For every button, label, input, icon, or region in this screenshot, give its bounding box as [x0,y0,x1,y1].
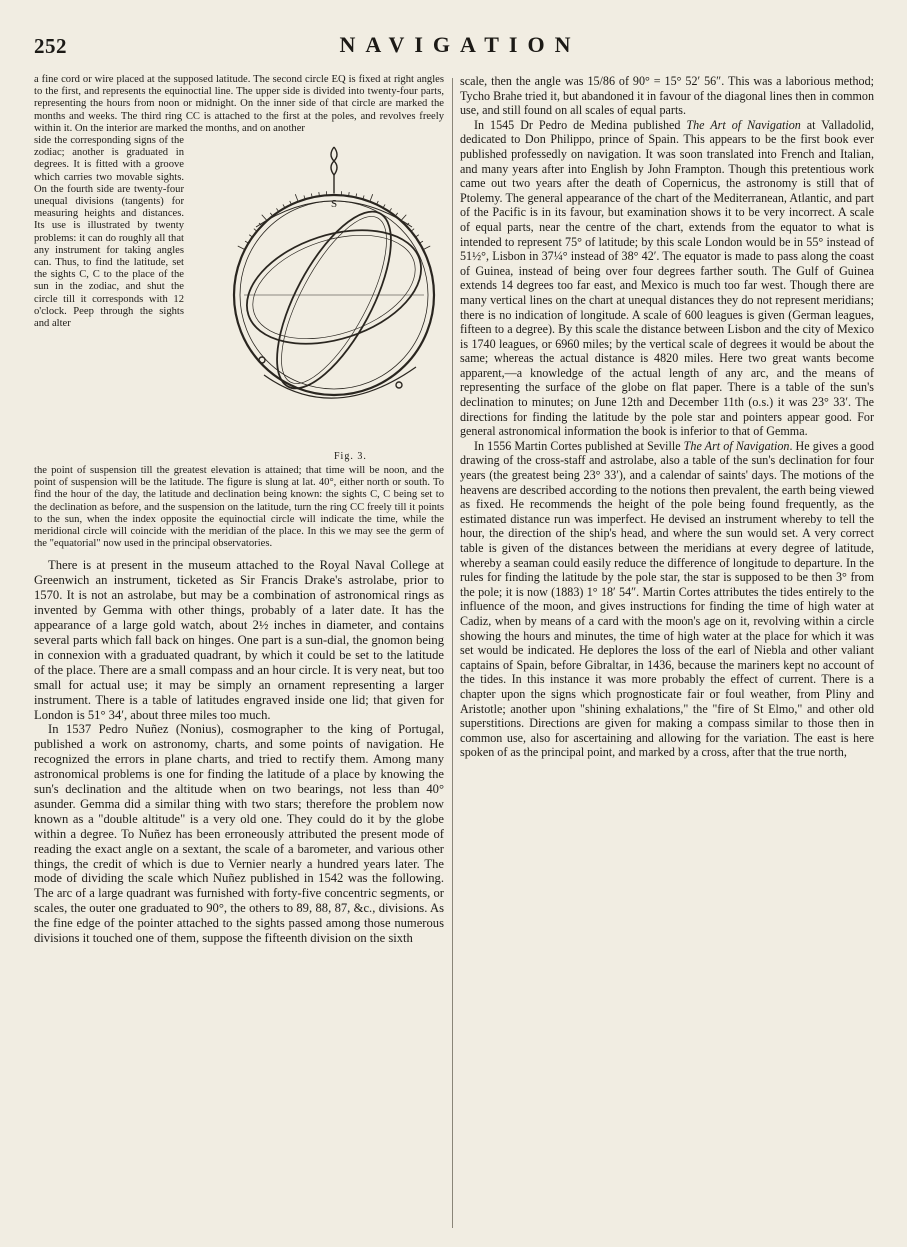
right-column [460,74,874,760]
figure-label-s: S [330,198,338,211]
graduation-tick [411,229,414,232]
left-column [34,74,444,946]
graduation-tick [370,194,373,201]
graduation-tick [238,246,245,250]
paragraph-cortes: In 1556 Martin Cortes published at Seville The Art of Navigation. He gives a good drawing of the cross-staff and astrolabe, also a table of the sun's declination for four years (the greatest being 23° 33′), and a calendar of saints' days. The motions of the heavens are described according to the notions then prevalent, the earth being viewed as fixed. He recommends the height of the pole being found frequently, as the estimated distance run was imperfect. He devised an instrument whereby to tell the hour, the direction of the ship's head, and where the sun would set. A very correct table is given of the distances between the meridians at every degree of latitude, whereby a seaman could easily reduce the difference of longitude to departure. In the rules for finding the latitude by the pole star, the star is supposed to be then 3° from the pole; it is now (1883) 1° 18′ 54″. Martin Cortes attributes the tides entirely to the influence of the moon, and gives instructions for finding the time of high water at Cadiz, when by means of a card with the moon's age on it, revolving within a circle showing the hours and minutes, the time of high water at the place for which it was set would be indicated. He deplores the loss of the earl of Niebla and other valiant captains of Spain, before Gibraltar, in 1436, because the mariners kept no account of the tides. In this instance it was more probably the effect of current. There is a chapter upon the signs which prognosticate fair or foul weather, from Pliny and Aristotle; another upon "shining exhalations," the "fire of St Elmo," and other old superstitions. Directions are given for making a compass similar to those then in common use, also for ascertaining and allowing for the variation. The east is here spoken of as the principal point, and marked by a cross, after that the true north, [460,438,874,760]
book-title-medina: The Art of Navigation [686,117,801,132]
column-divider [452,78,453,1228]
paragraph-figure-continuation: the point of suspension till the greatest elevation is attained; that time will be noon, and the point of suspension will be the latitude. The figure is slung at lat. 40°, either north or south. To find the hour of the day, the latitude and declination being known: the sights C, C being set to the declination as before, and the suspension on the latitude, turn the ring CC freely till it points to the sun, when the index opposite the equinoctial circle will indicate the time, while the meridional circle will coincide with the meridian of the place. In this we may see the germ of the "equatorial" now used in the principal observatories. [34,465,444,550]
graduation-tick [401,215,406,221]
figure-caption: Fig. 3. [334,451,367,463]
graduation-tick [270,213,272,216]
book-title-cortes: The Art of Navigation [683,438,790,453]
running-title: NAVIGATION [339,32,581,57]
paragraph-figure-description: a fine cord or wire placed at the supposed latitude. The second circle EQ is fixed at right angles to the first, and represents the equinoctial line. The upper side is divided into twenty-four parts, representing the hours from noon or midnight. On the inner side of that circle are marked the months and weeks. The third ring CC is attached to the first at the poles, and revolves freely within it. On the interior are marked the months, and on another [34,74,444,134]
graduation-tick [254,229,257,232]
graduation-tick [423,246,430,250]
paragraph-drake-astrolabe: There is at present in the museum attached to the Royal Naval College at Greenwich an instrument, ticketed as Sir Francis Drake's astrolabe, prior to 1570. It is not an astrolabe, but may be a combination of astronomical rings as invented by Gemma with other things, probably of a later date. It has the appearance of a large gold watch, about 2½ inches in diameter, and contains several parts which fall back on hinges. One part is a sun-dial, the gnomon being in connexion with a graduated quadrant, by which it could be set to the latitude of the place. There are a small compass and an hour circle. It is very neat, but too small for actual use; it may be simply an ornament representing a larger instrument. There is a table of latitudes engraved inside one lid; that given for London is 51° 34′, about three miles too much. [34,558,444,722]
paragraph-nunez: In 1537 Pedro Nuñez (Nonius), cosmographer to the king of Portugal, published a work on astronomy, charts, and some points of navigation. He recognized the errors in plane charts, and tried to rectify them. Among many astronomical problems is one for finding the latitude of a place by knowing the sun's declination and the altitude when on two bearings, not less than 40° asunder. Gemma did a similar thing with two stars; therefore the problem now known as a "double altitude" is a very old one. They could do it by the globe within a degree. To Nuñez has been erroneously attributed the present mode of reading the exact angle on a sextant, the scale of a barometer, and various other things, the credit of which is due to Vernier nearly a hundred years later. The mode of dividing the scale which Nuñez published in 1542 was the following. The arc of a large quadrant was furnished with forty-five concentric segments, or scales, the outer one graduated to 90°, the others to 89, 88, 87, &c., divisions. As the fine edge of the pointer attached to the sights passed among those numerous divisions it touched one of them, suppose the fifteenth division on the sixth [34,722,444,946]
graduation-tick [262,215,267,221]
paragraph-medina: In 1545 Dr Pedro de Medina published The Art of Navigation at Valladolid, dedicated to Don Philippo, prince of Spain. This appears to be the first book ever published professedly on navigation. It was soon translated into French and Italian, and many years after into English by John Frampton. Though this pretentious work came out two years after the death of Copernicus, the astronomy is still that of Ptolemy. The general appearance of the chart of the Mediterranean, Atlantic, and part of the Pacific is in its favour, but examination shows it to be very incorrect. A scale of equal parts, near the centre of the chart, extends from the equator to what is intended to represent 75° of latitude; by this scale London would be in 55° instead of 51½°, Lisbon in 37¼° instead of 38° 42′. The equator is made to pass along the coast of Guinea, instead of being over four degrees farther south. The Gulf of Guinea extends 14 degrees too far east, and Mexico is much too far west. Though there are many vertical lines on the chart at unequal distances they do not represent meridians; there is no indication of longitude. A scale of 600 leagues is given (German leagues, fifteen to a degree). By this scale the distance between Lisbon and the city of Mexico is 1740 leagues, or 6960 miles; by the vertical scale of degrees it would be about the same; whereas the actual distance is 4820 miles. Here two great wants become apparent,—a knowledge of the actual length of any arc, and the means of representing the surface of the globe on flat paper. There is a table of the sun's declination to minutes; on June 12th and December 11th (o.s.) it was 23° 33′. The directions for finding the latitude by the pole star and pointers appear good. For general astronomical information the book is inferior to that of Gemma. [460,117,874,439]
astronomical-rings-figure [184,135,442,465]
figure-block [34,135,444,465]
paragraph-scale-continuation: scale, then the angle was 15/86 of 90° = 15° 52′ 56″. This was a laborious method; Tycho Brahe tried it, but abandoned it in favour of the diagonal lines then in common use, and still found on all scales of equal parts. [460,74,874,118]
graduation-tick [395,213,397,216]
figure-wrap-text: side the corresponding signs of the zodiac; another is graduated in degrees. It is fitted with a groove which carries two movable sights. On the fourth side are twenty-four unequal divisions (tangents) for measuring heights and distances. Its use is illustrated by twenty problems: it can do roughly all that any instrument for taking angles can. Thus, to find the latitude, set the sights C, C to the place of the sun in the zodiac, and shut the circle till it corresponds with 12 o'clock. Peep through the sights and alter [34,135,184,330]
page-number: 252 [34,34,67,58]
graduation-tick [295,194,298,201]
